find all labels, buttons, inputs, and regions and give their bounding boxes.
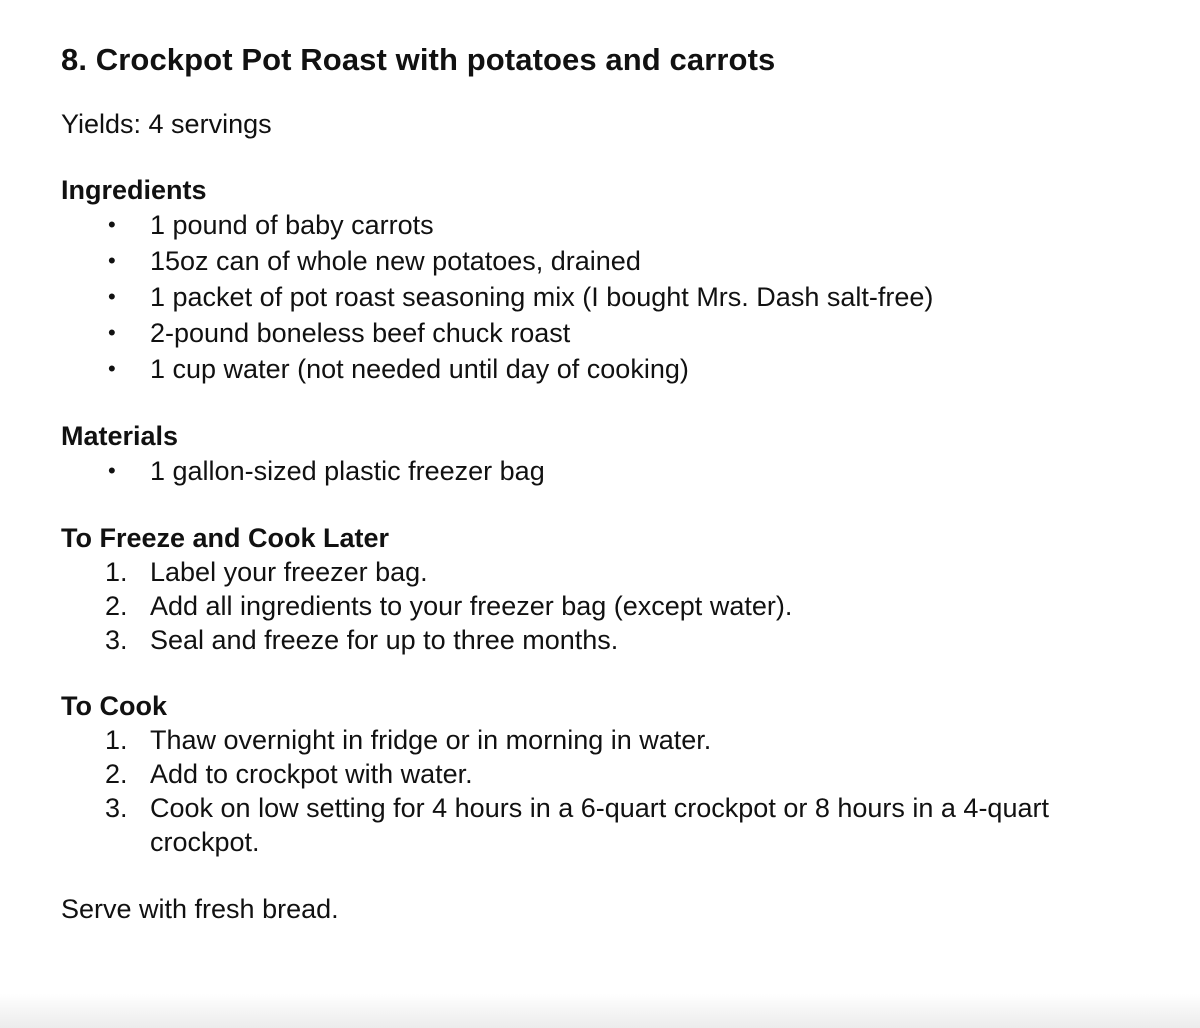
step-number: 2.: [105, 591, 128, 621]
ingredients-section: [61, 173, 1161, 387]
ingredient-item: [61, 207, 1161, 243]
cook-step: [61, 723, 1161, 757]
material-text: 1 gallon-sized plastic freezer bag: [150, 456, 545, 486]
freeze-step-text: Add all ingredients to your freezer bag (except water).: [150, 591, 793, 621]
material-item: [61, 453, 1161, 489]
ingredients-list: [61, 207, 1161, 387]
freeze-heading: To Freeze and Cook Later: [61, 523, 390, 553]
ingredient-item: [61, 315, 1161, 351]
ingredient-text: 1 cup water (not needed until day of cooking): [150, 354, 689, 384]
materials-heading: Materials: [61, 421, 179, 451]
serve-note: Serve with fresh bread.: [61, 894, 339, 924]
step-number: 1.: [105, 557, 128, 587]
bullet-icon: •: [108, 212, 116, 237]
freeze-step-text: Seal and freeze for up to three months.: [150, 625, 619, 655]
ingredient-text: 1 pound of baby carrots: [150, 210, 434, 240]
bullet-icon: •: [108, 356, 116, 381]
cook-heading: To Cook: [61, 691, 167, 721]
freeze-section: [61, 521, 1161, 657]
page-bottom-shadow: [0, 994, 1200, 1028]
bullet-icon: •: [108, 248, 116, 273]
bullet-icon: •: [108, 320, 116, 345]
cook-step: [61, 757, 1161, 791]
cook-step-text: Thaw overnight in fridge or in morning in water.: [150, 725, 712, 755]
ingredient-item: [61, 351, 1161, 387]
bullet-icon: •: [108, 458, 116, 483]
step-number: 2.: [105, 759, 128, 789]
ingredient-item: [61, 243, 1161, 279]
cook-steps-list: [61, 723, 1161, 859]
cook-step: [61, 791, 1161, 859]
step-number: 1.: [105, 725, 128, 755]
cook-step-text: Cook on low setting for 4 hours in a 6-quart crockpot or 8 hours in a 4-quart crockpot.: [150, 793, 1049, 857]
cook-step-text: Add to crockpot with water.: [150, 759, 473, 789]
ingredient-text: 15oz can of whole new potatoes, drained: [150, 246, 641, 276]
ingredient-text: 1 packet of pot roast seasoning mix (I bought Mrs. Dash salt-free): [150, 282, 934, 312]
ingredient-text: 2-pound boneless beef chuck roast: [150, 318, 571, 348]
freeze-step-text: Label your freezer bag.: [150, 557, 428, 587]
freeze-step: [61, 623, 1161, 657]
recipe-title: 8. Crockpot Pot Roast with potatoes and carrots: [61, 42, 776, 77]
cook-section: [61, 689, 1161, 859]
freeze-steps-list: [61, 555, 1161, 657]
materials-list: [61, 453, 1161, 489]
freeze-step: [61, 555, 1161, 589]
bullet-icon: •: [108, 284, 116, 309]
ingredient-item: [61, 279, 1161, 315]
recipe-content: [61, 38, 1161, 926]
materials-section: [61, 419, 1161, 489]
step-number: 3.: [105, 793, 128, 823]
freeze-step: [61, 589, 1161, 623]
ingredients-heading: Ingredients: [61, 175, 207, 205]
yields-text: Yields: 4 servings: [61, 109, 272, 139]
step-number: 3.: [105, 625, 128, 655]
